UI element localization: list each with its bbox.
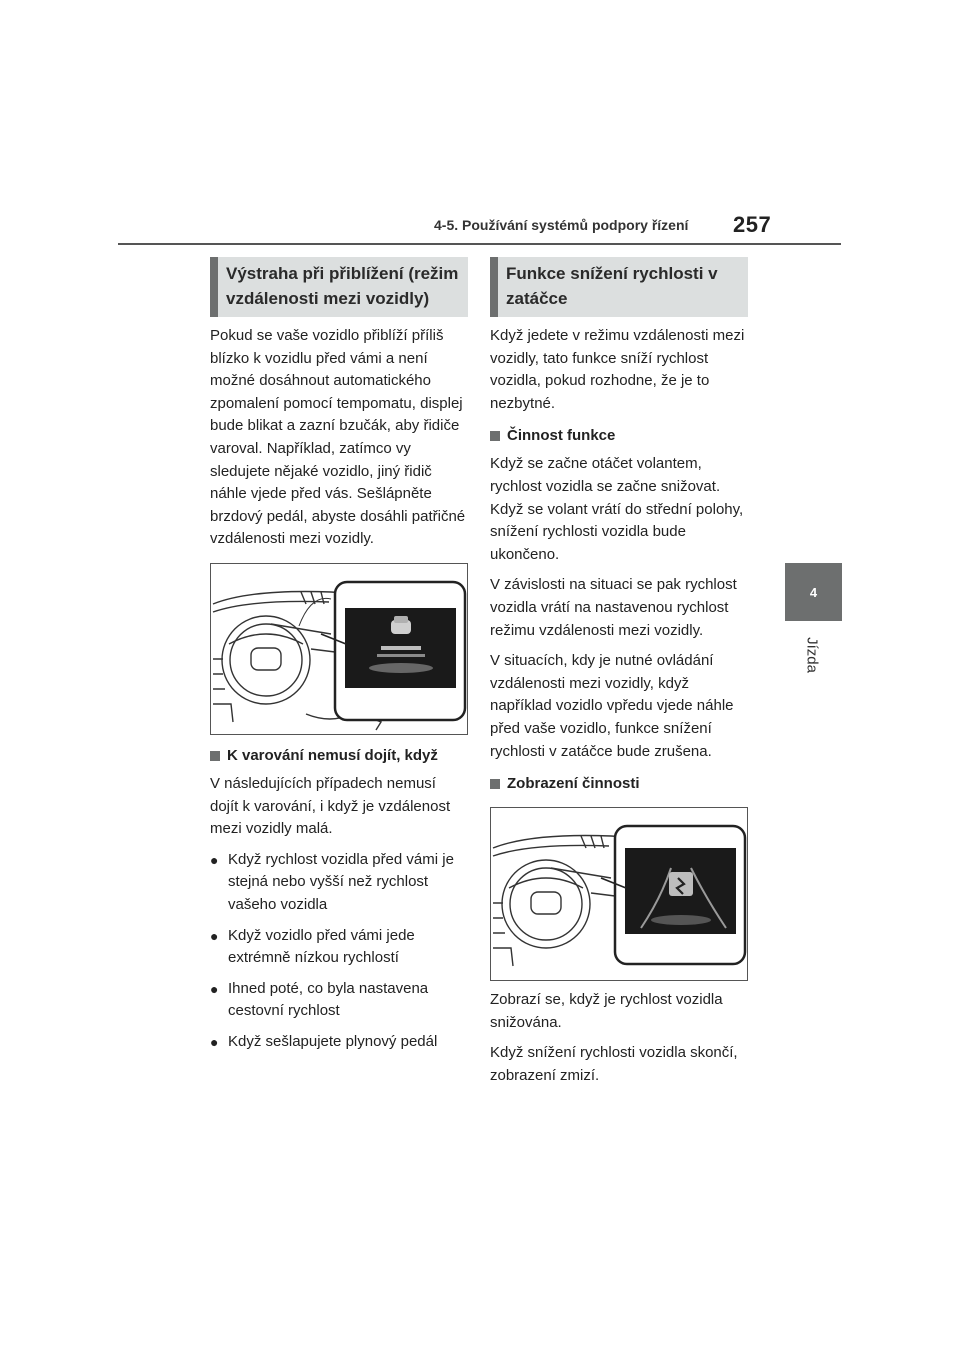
no-warning-subheading [210, 745, 468, 767]
bullet-dot-icon: ● [210, 927, 219, 944]
lead-car-icon [391, 616, 411, 634]
curve-speed-heading: Funkce snížení rychlosti v zatáčce [490, 257, 748, 317]
own-vehicle-icon [651, 915, 711, 925]
chapter-tab: 4 [785, 563, 842, 621]
operation-text-2: V závislosti na situaci se pak rychlost vozidla vrátí na nastavenou rychlost režimu vzdálenosti mezi vozidly. [490, 576, 737, 639]
list-item: ● Když sešlapujete plynový pedál [210, 1031, 468, 1054]
no-warning-text: V následujících případech nemusí dojít k varování, i když je vzdálenost mezi vozidly malá. [210, 774, 451, 838]
distance-bar-2 [377, 654, 425, 657]
operation-text-1: Když se začne otáčet volantem, rychlost vozidla se začne snižovat. Když se volant vrátí do střední polohy, snížení rychlosti vozidla bude ukončeno. [490, 455, 744, 563]
bullet-dot-icon: ● [210, 980, 219, 997]
square-bullet-icon [490, 779, 500, 789]
operation-text-3: V situacích, kdy je nutné ovládání vzdálenosti mezi vozidly, když například vozidlo vpředu vjede náhle před vaše vozidlo, funkce snížení rychlosti v zatáčce bude zrušena. [490, 652, 734, 760]
page-number: 257 [733, 212, 772, 237]
dashboard-illustration [211, 564, 467, 734]
left-column [210, 257, 468, 1061]
list-item: ● Když rychlost vozidla před vámi je stejná nebo vyšší než rychlost vašeho vozidla [210, 849, 468, 917]
operation-display-subheading [490, 773, 748, 795]
header-section-title: 4-5. Používání systémů podpory řízení [434, 217, 689, 233]
chapter-label: Jízda [804, 637, 821, 673]
bullet-dot-icon: ● [210, 1033, 219, 1050]
curve-speed-figure [490, 807, 748, 981]
distance-bar-1 [381, 646, 421, 650]
operation-display-subheading-text: Zobrazení činnosti [507, 775, 640, 793]
list-item: ● Když vozidlo před vámi jede extrémně nízkou rychlostí [210, 925, 468, 970]
square-bullet-icon [490, 431, 500, 441]
own-vehicle-icon [369, 663, 433, 673]
list-item: ● Ihned poté, co byla nastavena cestovní rychlost [210, 978, 468, 1023]
no-warning-subheading-text: K varování nemusí dojít, když [227, 746, 438, 764]
approach-warning-heading: Výstraha při přiblížení (režim vzdálenosti mezi vozidly) [210, 257, 468, 317]
approach-warning-text: Pokud se vaše vozidlo přiblíží příliš blízko k vozidlu před vámi a není možné dosáhnout automatického zpomalení pomocí tempomatu, displej bude blikat a zazní bzučák, aby řidiče varoval. Například, zatímco vy sledujete nějaké vozidlo, jiný řidič náhle vjede před vás. Sešlápněte brzdový pedál, abyste dosáhli patřičné vzdálenosti mezi vozidly. [210, 327, 466, 548]
function-operation-subheading-text: Činnost funkce [507, 427, 616, 445]
curve-speed-text: Když jedete v režimu vzdálenosti mezi vozidly, tato funkce sníží rychlost vozidla, pokud rozhodne, že je to nezbytné. [490, 327, 745, 412]
bullet-dot-icon: ● [210, 851, 219, 868]
no-warning-list [210, 849, 468, 1054]
display-text-2: Když snížení rychlosti vozidla skončí, zobrazení zmizí. [490, 1044, 738, 1084]
function-operation-subheading [490, 425, 748, 447]
display-text-1: Zobrazí se, když je rychlost vozidla snižována. [490, 991, 723, 1031]
approach-warning-figure [210, 563, 468, 735]
square-bullet-icon [210, 751, 220, 761]
dashboard-illustration [491, 808, 747, 980]
header-divider [118, 243, 841, 245]
right-column [490, 257, 748, 1087]
